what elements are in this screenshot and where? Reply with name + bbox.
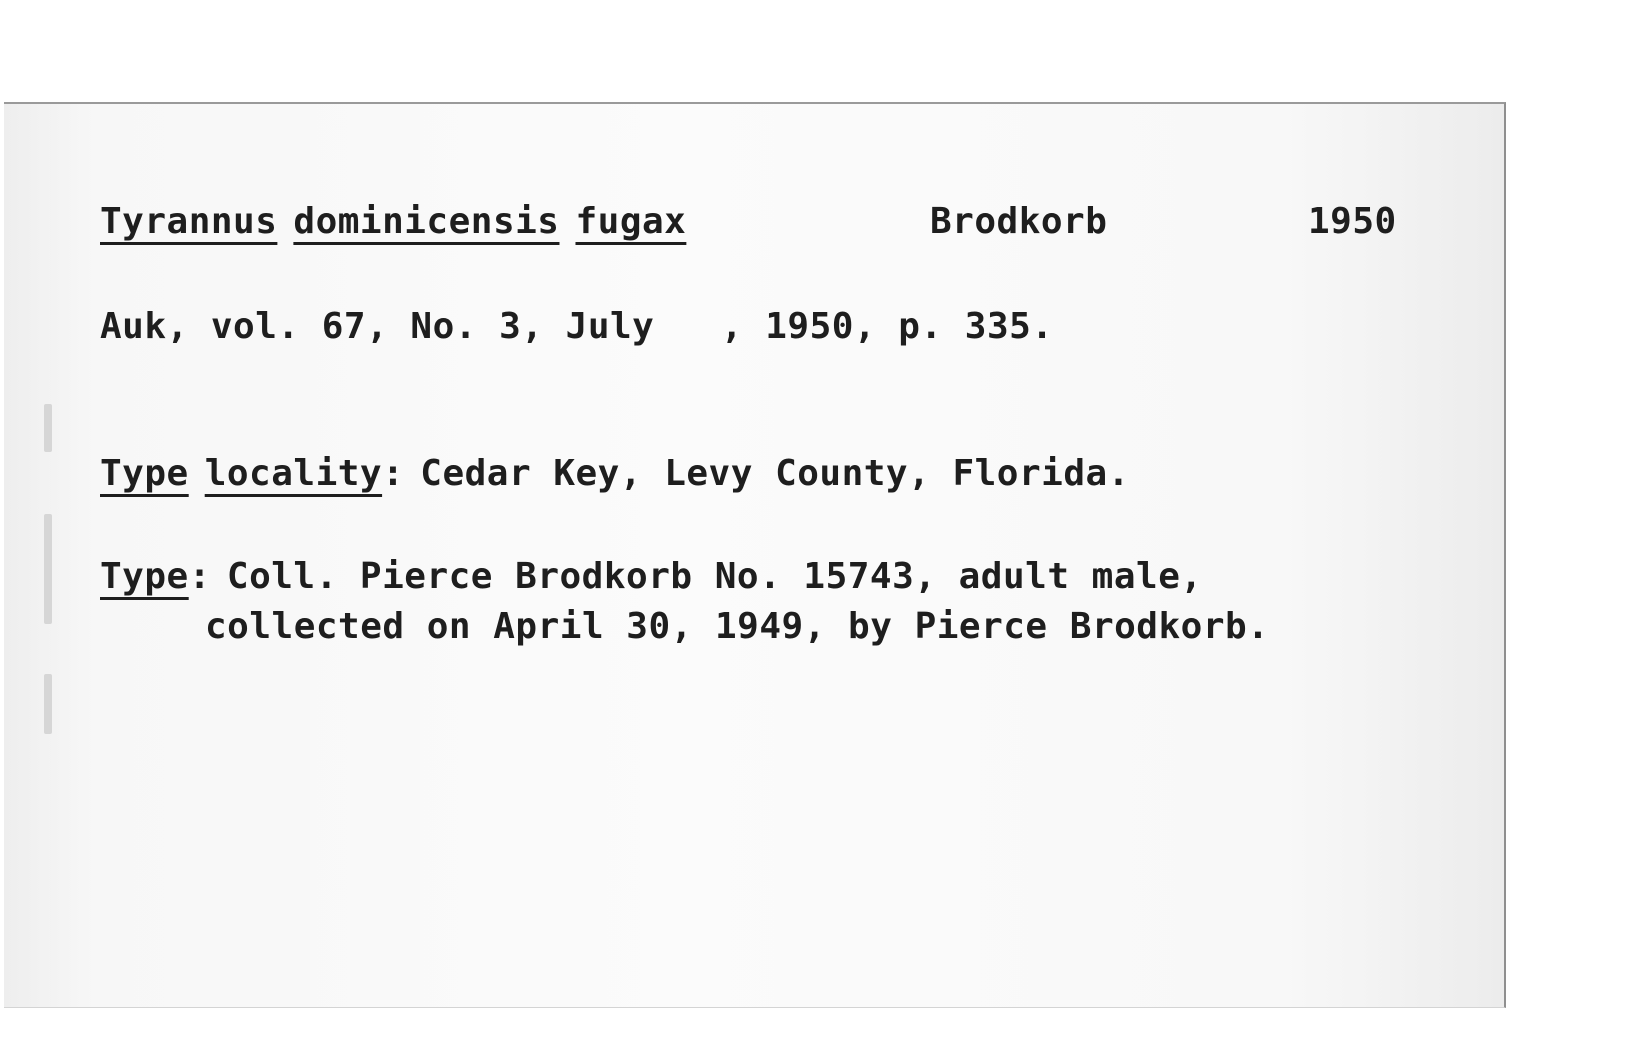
type-locality-label-word2: locality <box>204 453 383 494</box>
genus-name: Tyrannus <box>100 201 278 242</box>
type-specimen-text-line1: Coll. Pierce Brodkorb No. 15743, adult male, <box>226 556 1203 597</box>
taxon-name <box>100 200 686 244</box>
card-edge-mark <box>44 514 52 624</box>
type-specimen-text-line2: collected on April 30, 1949, by Pierce Brodkorb. <box>205 606 1270 647</box>
card-edge-mark <box>44 674 52 734</box>
type-colon: : <box>188 556 211 597</box>
species-name: dominicensis <box>293 201 560 242</box>
type-locality-label-word1: Type <box>100 453 189 494</box>
description-year: 1950 <box>1308 201 1397 242</box>
card-edge-mark <box>44 404 52 452</box>
type-locality-colon: : <box>382 453 405 494</box>
type-specimen-line <box>100 555 1203 599</box>
author-name: Brodkorb <box>930 201 1108 242</box>
subspecies-name: fugax <box>575 201 687 242</box>
type-label: Type <box>100 556 189 597</box>
citation: Auk, vol. 67, No. 3, July , 1950, p. 335. <box>100 306 1054 347</box>
type-locality-line <box>100 452 1130 496</box>
type-locality-text: Cedar Key, Levy County, Florida. <box>420 453 1130 494</box>
